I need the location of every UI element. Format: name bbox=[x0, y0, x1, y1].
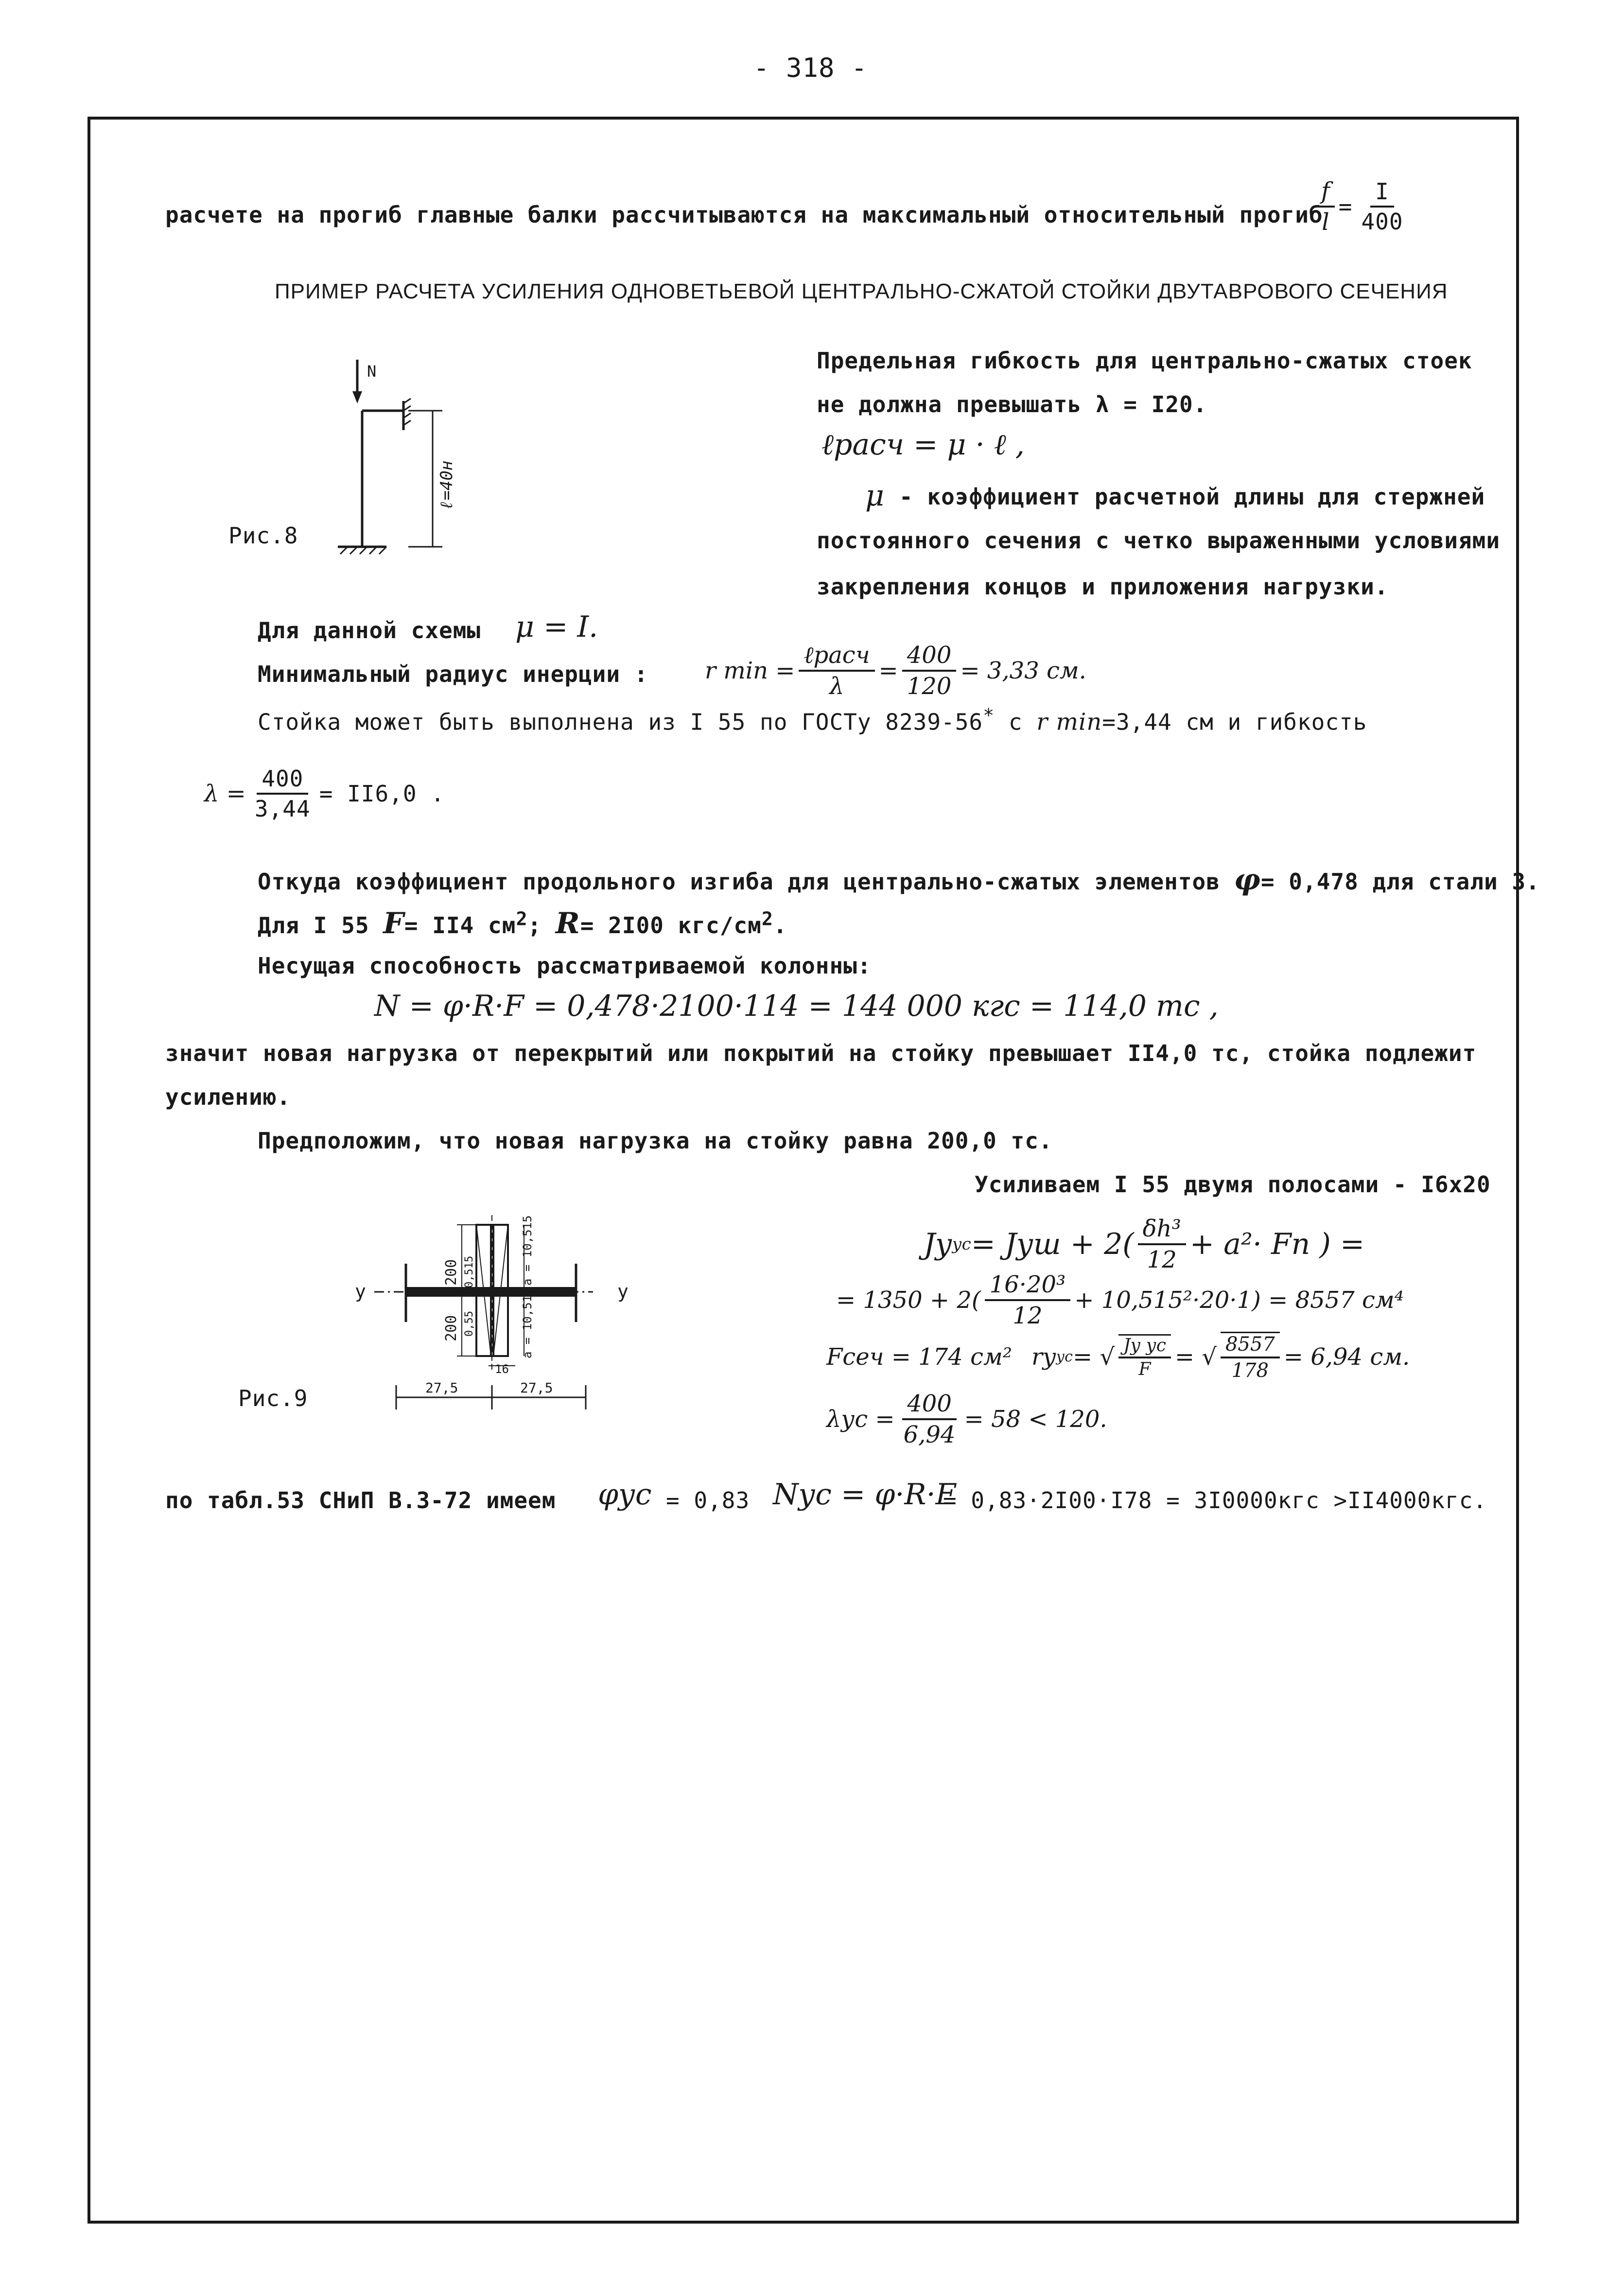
calc-l3-r: rу bbox=[1031, 1343, 1056, 1371]
formula-lcalc: ℓрасч = μ · ℓ , bbox=[821, 428, 1025, 462]
radius-den1: λ bbox=[829, 673, 844, 700]
final-text3: = 0,83·2I00·I78 = 3I0000кгс >II4000кгс. bbox=[943, 1487, 1487, 1513]
calc-l1-den: 12 bbox=[1147, 1246, 1177, 1273]
intro-fraction bbox=[1312, 177, 1412, 236]
radius-num1: ℓрасч bbox=[799, 642, 874, 672]
props-R: R bbox=[555, 906, 580, 940]
props-text1: Для I 55 bbox=[258, 912, 369, 939]
calc-l2-num: 16·20³ bbox=[985, 1271, 1071, 1301]
calc-l3-result: = 6,94 см. bbox=[1283, 1343, 1410, 1371]
fig9-section-diagram bbox=[340, 1205, 629, 1424]
radius-den2: 120 bbox=[907, 673, 952, 700]
dim-200-top: 200 bbox=[443, 1259, 460, 1286]
axis-y-left: у bbox=[355, 1281, 366, 1302]
calc-l3-rsup: ус bbox=[1056, 1348, 1073, 1365]
fig8-column-diagram bbox=[331, 350, 476, 559]
page-number: - 318 - bbox=[753, 52, 868, 83]
mu-description-3: закрепления концов и приложения нагрузки. bbox=[817, 574, 1389, 600]
dim-a-bottom: а = 10,515 bbox=[521, 1288, 534, 1358]
radius-result: = 3,33 см. bbox=[960, 657, 1086, 684]
limit-line1: Предельная гибкость для центрально-сжатых стоек bbox=[817, 348, 1472, 374]
reinforce-line: Усиливаем I 55 двумя полосами - I6х20 bbox=[975, 1171, 1491, 1198]
calc-l4-lhs: λус = bbox=[826, 1406, 895, 1433]
props-F: F bbox=[383, 906, 404, 940]
radius-formula bbox=[705, 642, 1086, 700]
dim-055-bottom: 0,55 bbox=[463, 1311, 475, 1337]
page-frame bbox=[87, 117, 1519, 2224]
calc-l1-num: δh³ bbox=[1138, 1215, 1186, 1245]
final-phi: φус bbox=[598, 1478, 652, 1512]
calc-line2 bbox=[836, 1271, 1404, 1329]
section-title: ПРИМЕР РАСЧЕТА УСИЛЕНИЯ ОДНОВЕТЬЕВОЙ ЦЕНТРАЛЬНО-СЖАТОЙ СТОЙКИ ДВУТАВРОВОГО СЕЧЕНИЯ bbox=[275, 279, 1448, 303]
frac-num: I bbox=[1370, 178, 1394, 208]
props-text3: ; bbox=[527, 912, 542, 939]
props-line bbox=[258, 906, 787, 940]
mu-symbol: μ bbox=[865, 479, 884, 513]
calc-line4 bbox=[826, 1390, 1107, 1448]
props-sup2: 2 bbox=[761, 908, 773, 930]
calc-l3-den2: 178 bbox=[1231, 1359, 1269, 1382]
capacity-formula: N = φ·R·F = 0,478·2100·114 = 144 000 кгс = 114,0 тс , bbox=[374, 989, 1219, 1023]
load-arrow-head bbox=[352, 391, 362, 403]
radius-eq1: = bbox=[878, 657, 898, 684]
coef-text1: Откуда коэффициент продольного изгиба для центрально-сжатых элементов bbox=[258, 869, 1220, 895]
axis-y-right: у bbox=[617, 1281, 629, 1302]
calc-l1-eq: = Jуш + 2( bbox=[971, 1227, 1134, 1261]
capacity-label: Несущая способность рассматриваемой колонны: bbox=[258, 953, 872, 979]
mu-description-2: постоянного сечения с четко выраженными условиями bbox=[817, 527, 1501, 554]
props-text4: = 2I00 кгс/см bbox=[580, 912, 762, 939]
lambda-lhs: λ = bbox=[204, 780, 246, 807]
calc-l3-eq2: = √ bbox=[1174, 1343, 1217, 1371]
length-label: ℓ=40н bbox=[437, 460, 456, 510]
radius-num2: 400 bbox=[902, 642, 957, 672]
assumption-line: Предположим, что новая нагрузка на стойку равна 200,0 тс. bbox=[258, 1128, 1053, 1154]
fig9-caption: Рис.9 bbox=[238, 1385, 308, 1411]
radius-label: Минимальный радиус инерции : bbox=[258, 661, 648, 687]
frac-den: 400 bbox=[1361, 209, 1403, 235]
frac-eq: = bbox=[1338, 193, 1353, 220]
calc-line3 bbox=[826, 1332, 1410, 1382]
coef-line bbox=[258, 863, 1540, 897]
coef-text2: = 0,478 для стали 3. bbox=[1260, 869, 1540, 895]
calc-l2-head: = 1350 + 2( bbox=[836, 1287, 981, 1314]
stand-rmin: r min bbox=[1036, 708, 1102, 736]
calc-l3-eq: = √ bbox=[1073, 1343, 1115, 1371]
props-text2: = II4 см bbox=[404, 912, 516, 939]
stand-star: * bbox=[983, 705, 995, 727]
calc-l4-result: = 58 < 120. bbox=[964, 1406, 1107, 1433]
calc-l1-tail: + a²· Fп ) = bbox=[1189, 1227, 1365, 1261]
load-label: N bbox=[367, 362, 377, 381]
intro-text: расчете на прогиб главные балки рассчитываются на максимальный относительный прогиб bbox=[165, 202, 1323, 228]
dim-16: 16 bbox=[495, 1362, 509, 1376]
radius-lhs: r min = bbox=[705, 657, 795, 684]
mu-description-1: - коэффициент расчетной длины для стержней bbox=[899, 484, 1485, 510]
calc-l4-den: 6,94 bbox=[903, 1421, 956, 1448]
calc-line1 bbox=[924, 1215, 1364, 1273]
calc-l4-num: 400 bbox=[902, 1390, 957, 1420]
dim-200-bottom: 200 bbox=[443, 1315, 460, 1341]
final-text2: = 0,83 bbox=[666, 1487, 750, 1513]
final-n-formula: Nус = φ·R·F bbox=[773, 1478, 956, 1512]
lambda-formula bbox=[204, 765, 445, 822]
frac-f: f bbox=[1316, 177, 1335, 208]
stand-text1: Стойка может быть выполнена из I 55 по ГОСТу 8239-56 bbox=[258, 709, 983, 735]
scheme-label: Для данной схемы bbox=[258, 617, 481, 644]
stand-text2: с bbox=[995, 709, 1023, 735]
frac-l: l bbox=[1322, 209, 1329, 236]
props-text5: . bbox=[773, 912, 787, 939]
calc-l2-den: 12 bbox=[1013, 1302, 1043, 1329]
calc-l1-sup: ус bbox=[952, 1235, 971, 1254]
coef-phi: φ bbox=[1234, 863, 1261, 897]
limit-line2: не должна превышать λ = I20. bbox=[817, 391, 1207, 417]
calc-l3-num2: 8557 bbox=[1221, 1333, 1280, 1358]
scheme-mu: μ = I. bbox=[515, 610, 598, 644]
fig8-caption: Рис.8 bbox=[228, 522, 298, 549]
lambda-den: 3,44 bbox=[254, 796, 311, 822]
calc-l2-tail: + 10,515²·20·1) = 8557 см⁴ bbox=[1074, 1287, 1404, 1314]
lambda-result: = II6,0 . bbox=[319, 781, 445, 807]
dim-275-right: 27,5 bbox=[520, 1380, 553, 1396]
conclusion-line1: значит новая нагрузка от перекрытий или покрытий на стойку превышает II4,0 тс, стойка подлежит bbox=[165, 1040, 1477, 1066]
props-sup1: 2 bbox=[516, 908, 528, 930]
final-text1: по табл.53 СНиП В.3-72 имеем bbox=[165, 1487, 556, 1513]
stand-line bbox=[258, 705, 1367, 735]
calc-l3-den: F bbox=[1138, 1359, 1151, 1379]
stand-text3: =3,44 см и гибкость bbox=[1102, 709, 1367, 735]
calc-l1-lhs: Jу bbox=[924, 1227, 952, 1261]
calc-l3-num: Jу ус bbox=[1118, 1336, 1171, 1358]
dim-a-top: а = 10,515 bbox=[521, 1215, 534, 1286]
lambda-num: 400 bbox=[257, 765, 308, 795]
conclusion-line2: усилению. bbox=[165, 1084, 291, 1110]
dim-275-left: 27,5 bbox=[425, 1380, 458, 1396]
calc-l3-fsech: Fсеч = 174 см² bbox=[826, 1343, 1012, 1371]
dim-0515-top: 0,515 bbox=[463, 1255, 475, 1288]
